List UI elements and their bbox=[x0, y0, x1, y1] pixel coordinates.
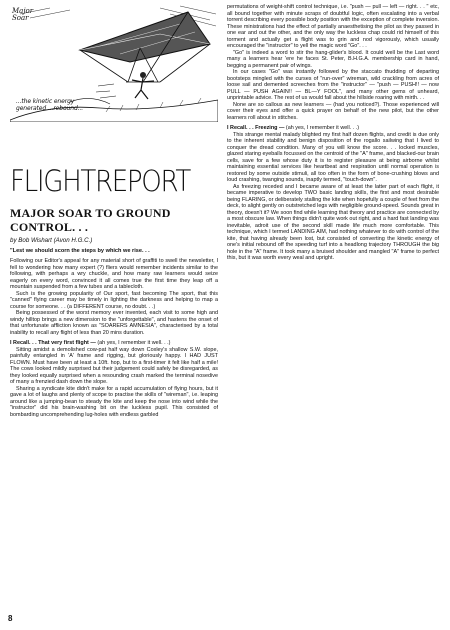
article-lead-quote: "Lest we should scorn the steps by which we rise. . . bbox=[10, 248, 150, 254]
article-headline: MAJOR SOAR TO GROUND CONTROL. . . bbox=[10, 206, 171, 234]
paragraph: In our cases "Go" was instantly followed by the staccato thudding of departing bootsteps mingled with the curses of "run-over" wireman, wild crackling from acres of loose sail and demented screeches from the "instructor" — "push — PUSH!! — now PULL — PUSH AGAIN!! — BL—Y FOOL", and many other gems of unheard, unprintable advice. The rest of us would fall about the hillside roaring with mirth. . . bbox=[227, 69, 439, 101]
paragraph: Sharing a syndicate kite didn't make for a rapid accumulation of flying hours, but it gave a lot of laughs and plenty of scope to practise the skills of "wireman", i.e. leaping around like a jumping-bean to steady the kite and keep the nose into wind while the "instructor" did his brain-washing bit on the luckless pupil. This consisted of bombarding uncomprehending lug-holes with endless garbled bbox=[10, 385, 218, 418]
article-byline: by Bob Wishart (Avon H.G.C.) bbox=[10, 237, 93, 244]
section-heading-bold: I Recall. . . That very first flight — bbox=[10, 340, 96, 346]
paragraph: permutations of weight-shift control technique, i.e. "push — pull — left — right. . . " etc, all bound together with minute scraps of doubtful logic, often escalating into a verbal torrent describing every possible body position with the exception of complete inversion. These ministrations had the effect of partially anaesthetising the pilot as they passed in one ear and out the other, and the only way the luckless chap could rid himself of this torment and actually get a flight was to grin and nod vigorously, which usually encouraged the "instructor" to yell the magic word "Go". . . bbox=[227, 4, 439, 49]
paragraph: "Go" is indeed a word to stir the hang-glider's blood. It could well be the Last word many a learners hear 'ere he faces St. Peter, B.H.G.A. membership card in hand, begging a permanent pair of wings. bbox=[227, 49, 439, 69]
cartoon-title: Major Soar bbox=[12, 7, 34, 22]
right-column bbox=[227, 4, 439, 262]
section-heading-aside: (ah yes, I remember it well. . .) bbox=[95, 340, 171, 346]
paragraph: As freezing receded and I became aware of at least the latter part of each flight, it became imperative to develop TWO basic landing skills, the first and most desirable being FLARING, or deliberately stalling the kite when hopefully a couple of feet from the deck, to alight gently on outstretched legs with negligible ground-speed. Sounds great in theory, doesn't it? We soon find while learning that theory and practice are connected by a most obscure law. When things didn't quite work out right, and a hard fast landing was inevitable, adroit use of the second skill made life much more comfortable. This technique, which I termed LANDING AIM, had nothing whatever to do with control of the kite, that having already been lost, but consisted of converting the kinetic energy of one's initial rebound off the speeding turf into a headlong trajectory THROUGH the big hole in the "A" frame. It took many a bruised shoulder and mangled "A" frame to perfect this, but it was worth every weal and upright. bbox=[227, 183, 439, 261]
paragraph: Following our Editor's appeal for any material short of graffiti to swell the newsletter, I fell to wondering how many expert (?) fliers would remember incidents similar to the following, with perhaps a wry chuckle, and how many raw learners would seize eagerly on every word, convinced it all comes true the first time they leap off a mountain suspended from a few tubes and a tablecloth. bbox=[10, 258, 218, 290]
section-heading-aside: (ah yes, I remember it well. . .) bbox=[284, 125, 360, 131]
paragraph: Such is the growing popularity of Our sport, fast becoming The sport, that this "canned" flying career may be timely in lighting the darkness and helping to map a course for someone. . . (a DIFFERENT course, no doubt. . .) bbox=[10, 290, 218, 310]
page-number: 8 bbox=[8, 614, 13, 623]
cartoon-illustration bbox=[10, 4, 218, 122]
cartoon-caption: ...the kinetic energy generated ...rebound... bbox=[16, 98, 84, 112]
paragraph: Being possessed of the worst memory ever invented, each visit to some high and windy hilltop brings a new dimension to the "unforgettable", and hastens the onset of that unfortunate affliction known as "SOARERS AMNESIA", characterised by a total inability to recall any flight of less than 20 mins duration. bbox=[10, 310, 218, 336]
right-body-text bbox=[227, 4, 439, 262]
section-heading-bold: I Recall. . . Freezing — bbox=[227, 125, 285, 131]
left-column bbox=[10, 4, 218, 418]
flight-report-banner: FLIGHTREPORT bbox=[10, 164, 190, 198]
paragraph: Sitting amidst a demolished cow-pat half way down Coxley's shallow S.W. slope, painfully entangled in 'A' frame and rigging, but gloriously happy. I HAD JUST FLOWN. Must have been at least a 10ft. hop, but to a first-timer it felt like half a mile! The cows looked mildly surprised but their judgement could safely be disregarded, as they looked equally surprised when a resounding crash marked the terminal nosedive of many a frenzied dash down the slope. bbox=[10, 346, 218, 385]
paragraph: This strange mental malady blighted my first half dozen flights, and credit is due only to the inherent stability and benign disposition of the rogallo sailwing that I lived to conquer the dread condition. Many of you will know the score. . . locked muscles, glazed staring eyeballs focussed on the centroid of the "A" frame, and blacked-our brain cells, save for a few whose duty it is to register pleasure at being airborne whilst maintaining essential services like heartbeat and respiration until normal operation is restored by some outside stimuli, all too often in the form of bone-crushing blows and loud crashing, twanging sounds, inaptly termed, "touch-down". bbox=[227, 131, 439, 183]
paragraph: None are so callous as new learners — (had you noticed?). Those experienced will cover their eyes and offer a quick prayer on behalf of the new pilot, but the other learners roll about in stitches. bbox=[227, 101, 439, 121]
left-body-text bbox=[10, 258, 218, 418]
